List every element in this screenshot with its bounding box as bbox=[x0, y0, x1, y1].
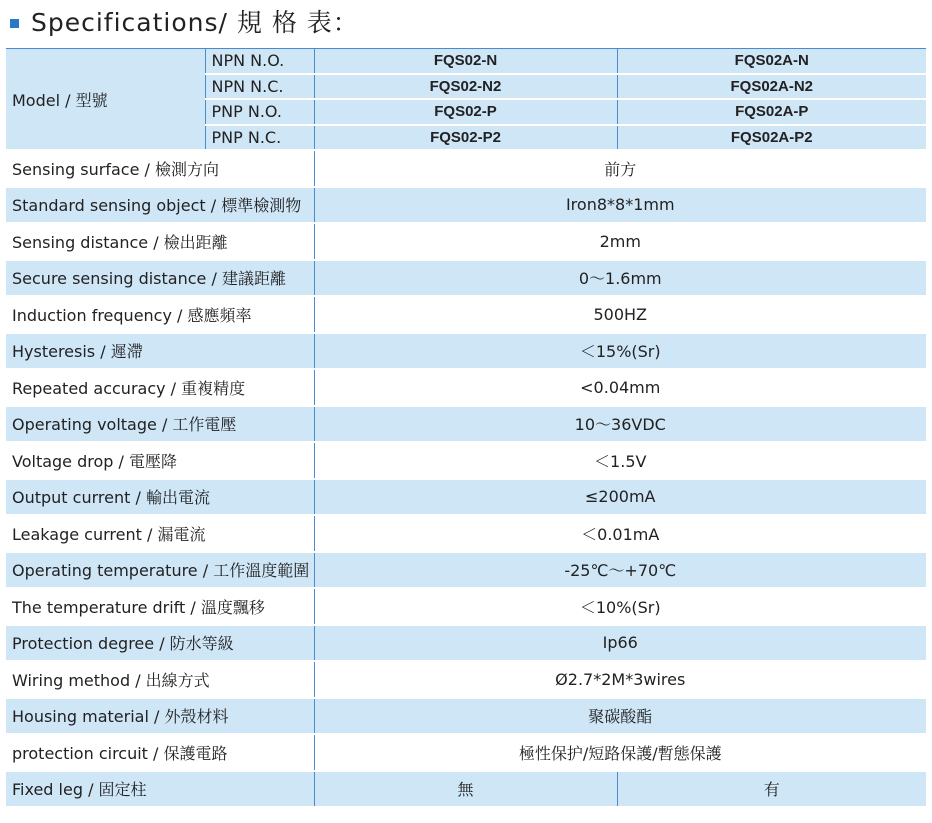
spec-label: Sensing distance / 檢出距離 bbox=[6, 223, 314, 260]
model-b: FQS02A-P bbox=[617, 99, 926, 125]
model-b: FQS02A-P2 bbox=[617, 125, 926, 151]
section-title bbox=[10, 4, 359, 38]
spec-label: Output current / 輸出電流 bbox=[6, 479, 314, 516]
spec-label: Operating temperature / 工作溫度範圍 bbox=[6, 552, 314, 589]
model-label: Model / 型號 bbox=[6, 49, 205, 151]
spec-row bbox=[6, 296, 926, 333]
model-b: FQS02A-N bbox=[617, 49, 926, 74]
spec-row bbox=[6, 260, 926, 297]
model-a: FQS02-P2 bbox=[314, 125, 617, 151]
spec-row bbox=[6, 187, 926, 224]
spec-value-b: 有 bbox=[617, 771, 926, 808]
section-title-text: Specifications/ 規 格 表： bbox=[31, 8, 359, 37]
spec-row bbox=[6, 150, 926, 187]
spec-label: Standard sensing object / 標準檢測物 bbox=[6, 187, 314, 224]
output-type: PNP N.O. bbox=[205, 99, 314, 125]
spec-row bbox=[6, 698, 926, 735]
spec-value: 10～36VDC bbox=[314, 406, 926, 443]
spec-table bbox=[6, 48, 926, 808]
spec-row bbox=[6, 223, 926, 260]
spec-value: Ip66 bbox=[314, 625, 926, 662]
spec-label: Repeated accuracy / 重複精度 bbox=[6, 369, 314, 406]
spec-label: Leakage current / 漏電流 bbox=[6, 515, 314, 552]
spec-label: The temperature drift / 溫度飄移 bbox=[6, 588, 314, 625]
spec-label: Sensing surface / 檢測方向 bbox=[6, 150, 314, 187]
spec-label: Induction frequency / 感應頻率 bbox=[6, 296, 314, 333]
spec-value: ＜10%(Sr) bbox=[314, 588, 926, 625]
spec-value: <0.04mm bbox=[314, 369, 926, 406]
spec-value: ＜15%(Sr) bbox=[314, 333, 926, 370]
spec-label: protection circuit / 保護電路 bbox=[6, 734, 314, 771]
model-row-npn-no bbox=[6, 49, 926, 74]
spec-label: Housing material / 外殼材料 bbox=[6, 698, 314, 735]
spec-value: Ø2.7*2M*3wires bbox=[314, 661, 926, 698]
spec-row bbox=[6, 333, 926, 370]
spec-row bbox=[6, 552, 926, 589]
spec-value: 2mm bbox=[314, 223, 926, 260]
spec-value: ≤200mA bbox=[314, 479, 926, 516]
spec-value-a: 無 bbox=[314, 771, 617, 808]
spec-label: Voltage drop / 電壓降 bbox=[6, 442, 314, 479]
spec-value: -25℃～+70℃ bbox=[314, 552, 926, 589]
spec-value: 極性保护/短路保護/暫態保護 bbox=[314, 734, 926, 771]
spec-row-fixed-leg bbox=[6, 771, 926, 808]
model-a: FQS02-P bbox=[314, 99, 617, 125]
spec-row bbox=[6, 588, 926, 625]
spec-row bbox=[6, 734, 926, 771]
spec-value: 前方 bbox=[314, 150, 926, 187]
spec-row bbox=[6, 479, 926, 516]
spec-label: Fixed leg / 固定柱 bbox=[6, 771, 314, 808]
spec-value: ＜0.01mA bbox=[314, 515, 926, 552]
spec-value: 500HZ bbox=[314, 296, 926, 333]
spec-value: 聚碳酸酯 bbox=[314, 698, 926, 735]
spec-label: Protection degree / 防水等級 bbox=[6, 625, 314, 662]
spec-row bbox=[6, 442, 926, 479]
spec-value: 0～1.6mm bbox=[314, 260, 926, 297]
model-a: FQS02-N2 bbox=[314, 74, 617, 100]
spec-label: Secure sensing distance / 建議距離 bbox=[6, 260, 314, 297]
square-bullet-icon bbox=[10, 19, 19, 28]
output-type: NPN N.C. bbox=[205, 74, 314, 100]
spec-row bbox=[6, 369, 926, 406]
spec-label: Operating voltage / 工作電壓 bbox=[6, 406, 314, 443]
model-b: FQS02A-N2 bbox=[617, 74, 926, 100]
spec-label: Hysteresis / 遲滯 bbox=[6, 333, 314, 370]
spec-value: Iron8*8*1mm bbox=[314, 187, 926, 224]
spec-label: Wiring method / 出線方式 bbox=[6, 661, 314, 698]
output-type: NPN N.O. bbox=[205, 49, 314, 74]
output-type: PNP N.C. bbox=[205, 125, 314, 151]
spec-row bbox=[6, 625, 926, 662]
spec-row bbox=[6, 661, 926, 698]
spec-row bbox=[6, 515, 926, 552]
spec-row bbox=[6, 406, 926, 443]
spec-value: ＜1.5V bbox=[314, 442, 926, 479]
model-a: FQS02-N bbox=[314, 49, 617, 74]
